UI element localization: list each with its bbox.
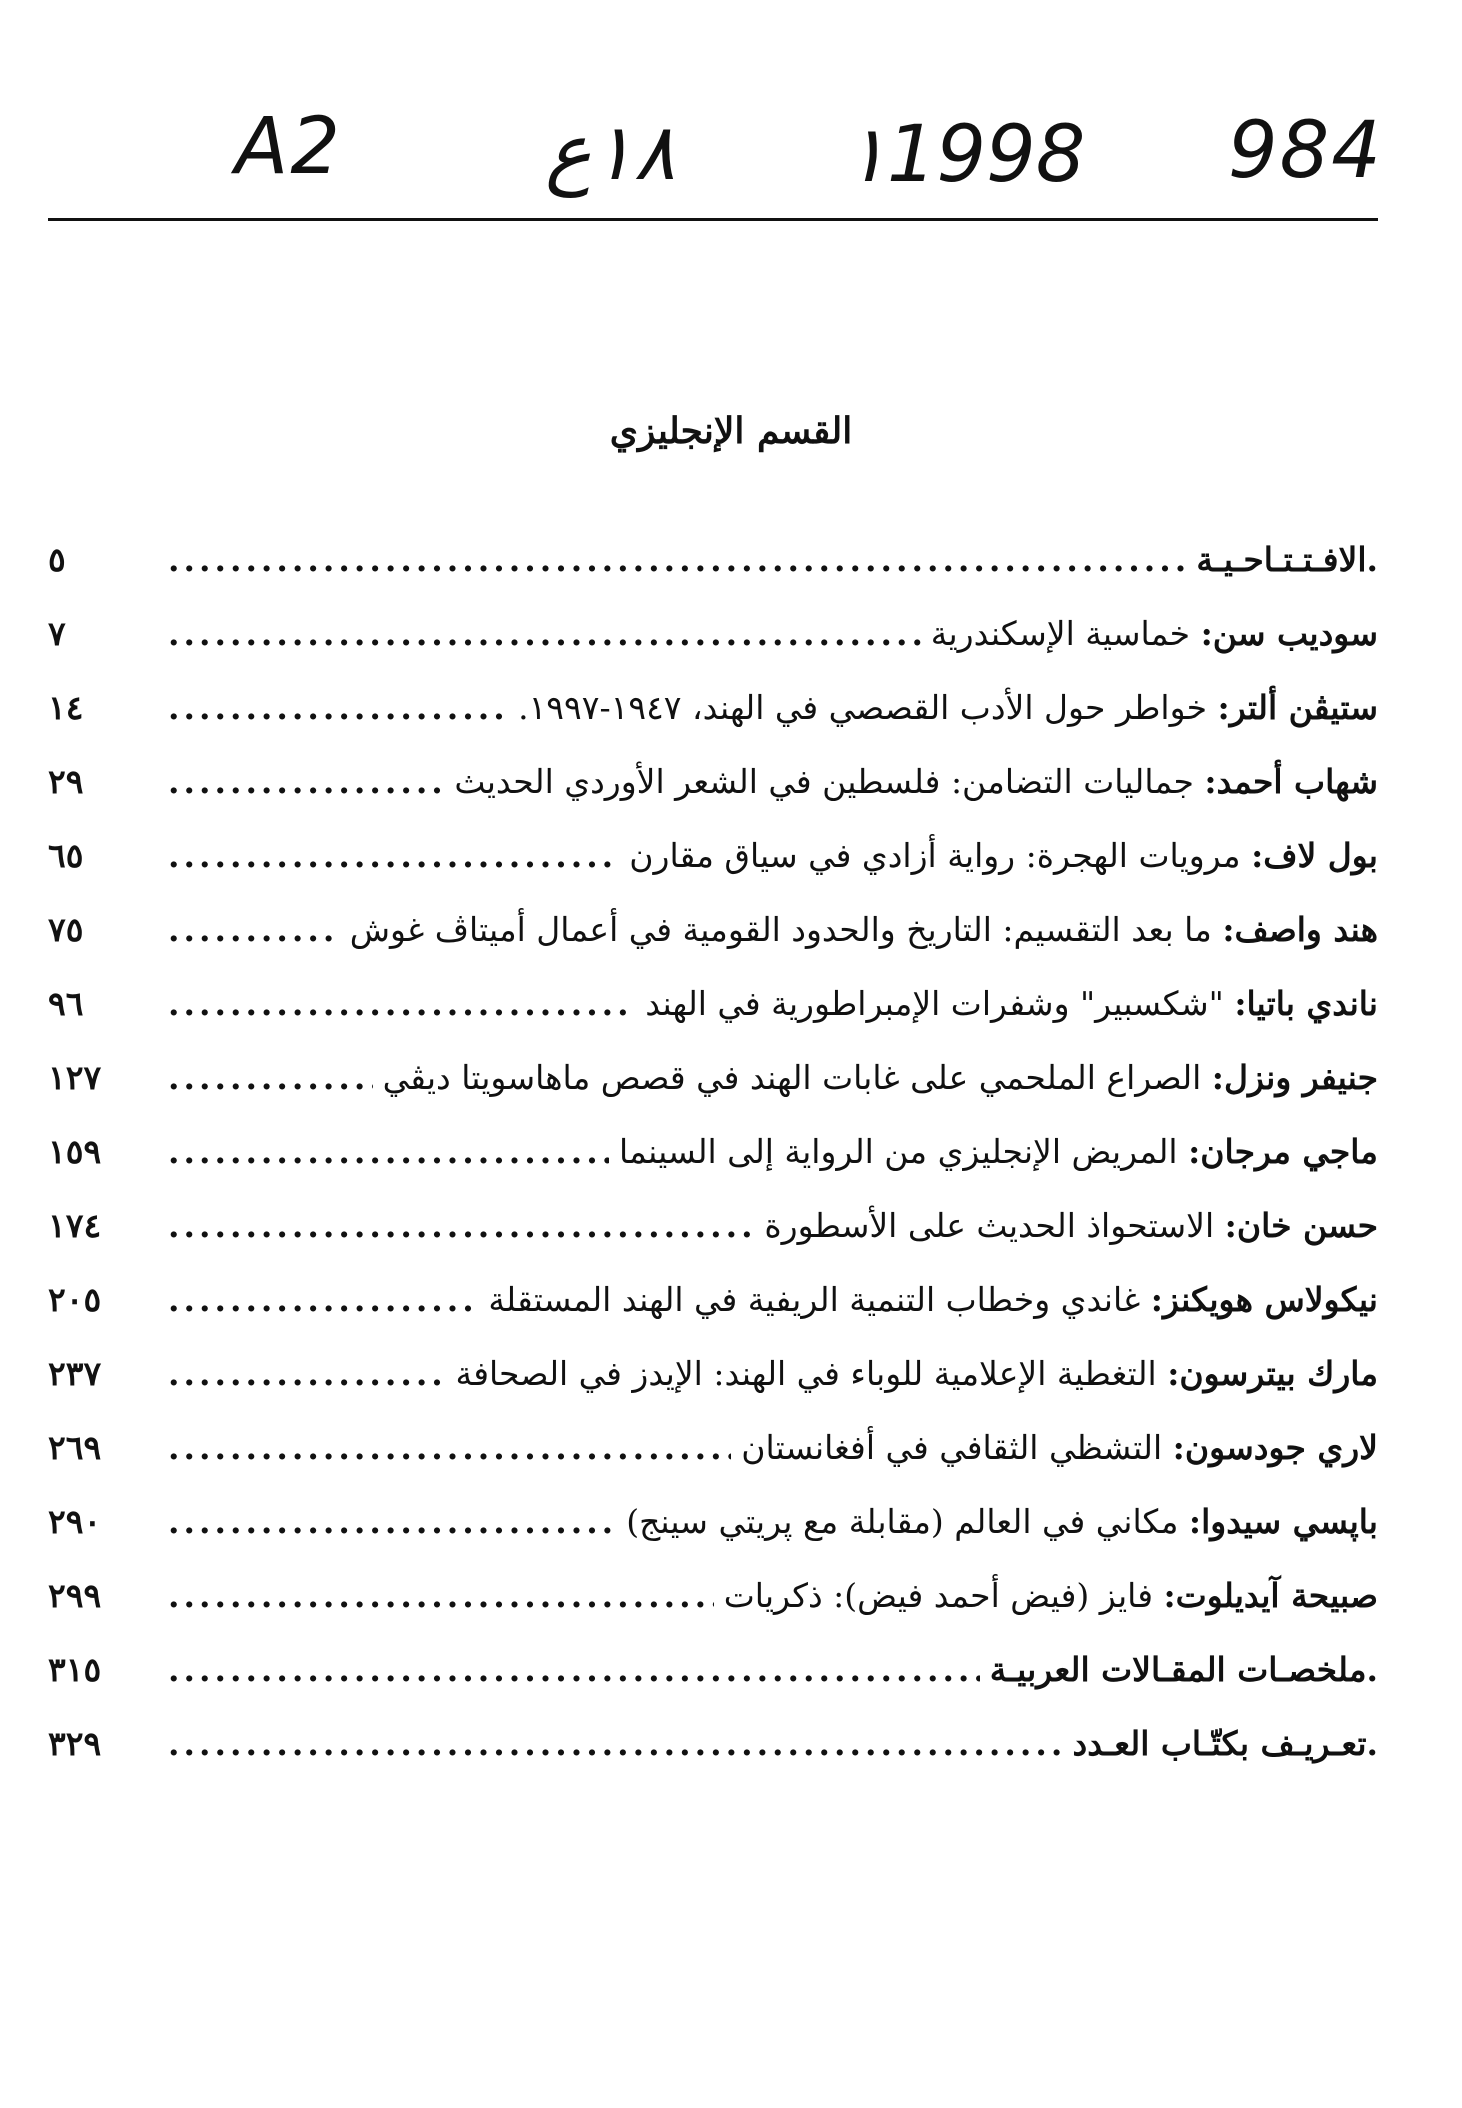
page-number: ٢٦٩: [48, 1428, 102, 1467]
toc-author: ناندي باتيا:: [1234, 984, 1378, 1023]
page-number: ٣٢٩: [48, 1724, 102, 1763]
toc-row: [48, 984, 1378, 1058]
toc-author: لاري جودسون:: [1172, 1428, 1378, 1467]
page-number: ٢٩: [48, 762, 84, 801]
toc-author: شهاب أحمد:: [1204, 762, 1378, 801]
page-number: ١٤: [48, 688, 84, 727]
toc-heading: .تعـريـف بكتّـاب العـدد: [1072, 1724, 1378, 1763]
header-rule: [48, 218, 1378, 221]
dot-leader: [168, 1428, 731, 1467]
toc-author: ماجي مرجان:: [1188, 1132, 1378, 1171]
page-number: ٣١٥: [48, 1650, 102, 1689]
dot-leader: [168, 540, 1186, 579]
toc-row: [48, 762, 1378, 836]
dot-leader: [168, 688, 508, 727]
page-number: ٢٣٧: [48, 1354, 102, 1393]
toc-title: غاندي وخطاب التنمية الريفية في الهند المستقلة: [488, 1280, 1141, 1319]
dot-leader: [168, 1132, 609, 1171]
dot-leader: [168, 836, 619, 875]
toc-row: [48, 1058, 1378, 1132]
toc-title: فايز (فيض أحمد فيض): ذكريات: [723, 1576, 1153, 1615]
page-number: ١٥٩: [48, 1132, 102, 1171]
handwritten-catalog-code: [0, 102, 1462, 218]
dot-leader: [168, 614, 921, 653]
toc-author: هند واصف:: [1222, 910, 1378, 949]
toc-title: جماليات التضامن: فلسطين في الشعر الأوردي الحديث: [454, 762, 1194, 801]
section-title: القسم الإنجليزي: [609, 410, 853, 452]
toc-row: [48, 1206, 1378, 1280]
toc-row: [48, 836, 1378, 910]
table-of-contents: [48, 540, 1378, 1798]
toc-heading: .الافـتـتـاحـيـة: [1196, 540, 1378, 579]
dot-leader: [168, 1502, 616, 1541]
toc-heading: .ملخصـات المقـالات العربيـة: [989, 1650, 1378, 1689]
toc-title: مرويات الهجرة: رواية أزادي في سياق مقارن: [629, 836, 1241, 875]
toc-row: [48, 910, 1378, 984]
page-number: ٧٥: [48, 910, 84, 949]
toc-author: سوديب سن:: [1200, 614, 1378, 653]
toc-author: ستيڤن ألتر:: [1217, 688, 1378, 727]
toc-row: [48, 1132, 1378, 1206]
toc-row: [48, 1502, 1378, 1576]
catalog-code-1: A2: [235, 102, 342, 192]
toc-title: التغطية الإعلامية للوباء في الهند: الإيدز في الصحافة: [455, 1354, 1157, 1393]
catalog-code-3: ١1998: [845, 110, 1086, 200]
dot-leader: [168, 1724, 1063, 1763]
toc-row: [48, 1724, 1378, 1798]
toc-author: حسن خان:: [1224, 1206, 1378, 1245]
dot-leader: [168, 762, 444, 801]
toc-row: [48, 540, 1378, 614]
toc-title: التشظي الثقافي في أفغانستان: [741, 1428, 1163, 1467]
toc-row: [48, 1280, 1378, 1354]
toc-row: [48, 1428, 1378, 1502]
toc-author: نيكولاس هويكنز:: [1150, 1280, 1378, 1319]
toc-row: [48, 688, 1378, 762]
catalog-code-2: ١٨ع: [545, 108, 676, 198]
toc-author: جنيفر ونزل:: [1211, 1058, 1378, 1097]
toc-title: مكاني في العالم (مقابلة مع پريتي سينج): [626, 1502, 1179, 1541]
page-number: ٥: [48, 540, 66, 579]
dot-leader: [168, 984, 635, 1023]
page-number: ٢٠٥: [48, 1280, 102, 1319]
toc-title: المريض الإنجليزي من الرواية إلى السينما: [618, 1132, 1178, 1171]
toc-title: ما بعد التقسيم: التاريخ والحدود القومية في أعمال أميتاڤ غوش: [349, 910, 1212, 949]
toc-title: خماسية الإسكندرية: [930, 614, 1191, 653]
toc-title: "شكسبير" وشفرات الإمبراطورية في الهند: [645, 984, 1224, 1023]
page-number: ١٢٧: [48, 1058, 102, 1097]
page-number: ١٧٤: [48, 1206, 102, 1245]
toc-author: صبيحة آيديلوت:: [1163, 1576, 1378, 1615]
toc-row: [48, 1576, 1378, 1650]
toc-title: خواطر حول الأدب القصصي في الهند، ١٩٤٧-١٩٩٧.: [518, 688, 1208, 727]
dot-leader: [168, 1058, 373, 1097]
page-number: ٩٦: [48, 984, 84, 1023]
dot-leader: [168, 1576, 714, 1615]
toc-author: مارك بيترسون:: [1167, 1354, 1378, 1393]
toc-row: [48, 1650, 1378, 1724]
toc-row: [48, 614, 1378, 688]
dot-leader: [168, 1354, 446, 1393]
toc-row: [48, 1354, 1378, 1428]
dot-leader: [168, 910, 340, 949]
dot-leader: [168, 1206, 754, 1245]
page-number: ٧: [48, 614, 66, 653]
dot-leader: [168, 1650, 980, 1689]
catalog-code-4: 984: [1228, 106, 1383, 196]
toc-title: الصراع الملحمي على غابات الهند في قصص ماهاسويتا ديڤي: [382, 1058, 1202, 1097]
dot-leader: [168, 1280, 478, 1319]
toc-author: باپسي سيدوا:: [1188, 1502, 1378, 1541]
toc-title: الاستحواذ الحديث على الأسطورة: [764, 1206, 1215, 1245]
page-number: ٢٩٩: [48, 1576, 102, 1615]
toc-author: بول لاف:: [1251, 836, 1378, 875]
page-number: ٢٩٠: [48, 1502, 102, 1541]
page-number: ٦٥: [48, 836, 84, 875]
